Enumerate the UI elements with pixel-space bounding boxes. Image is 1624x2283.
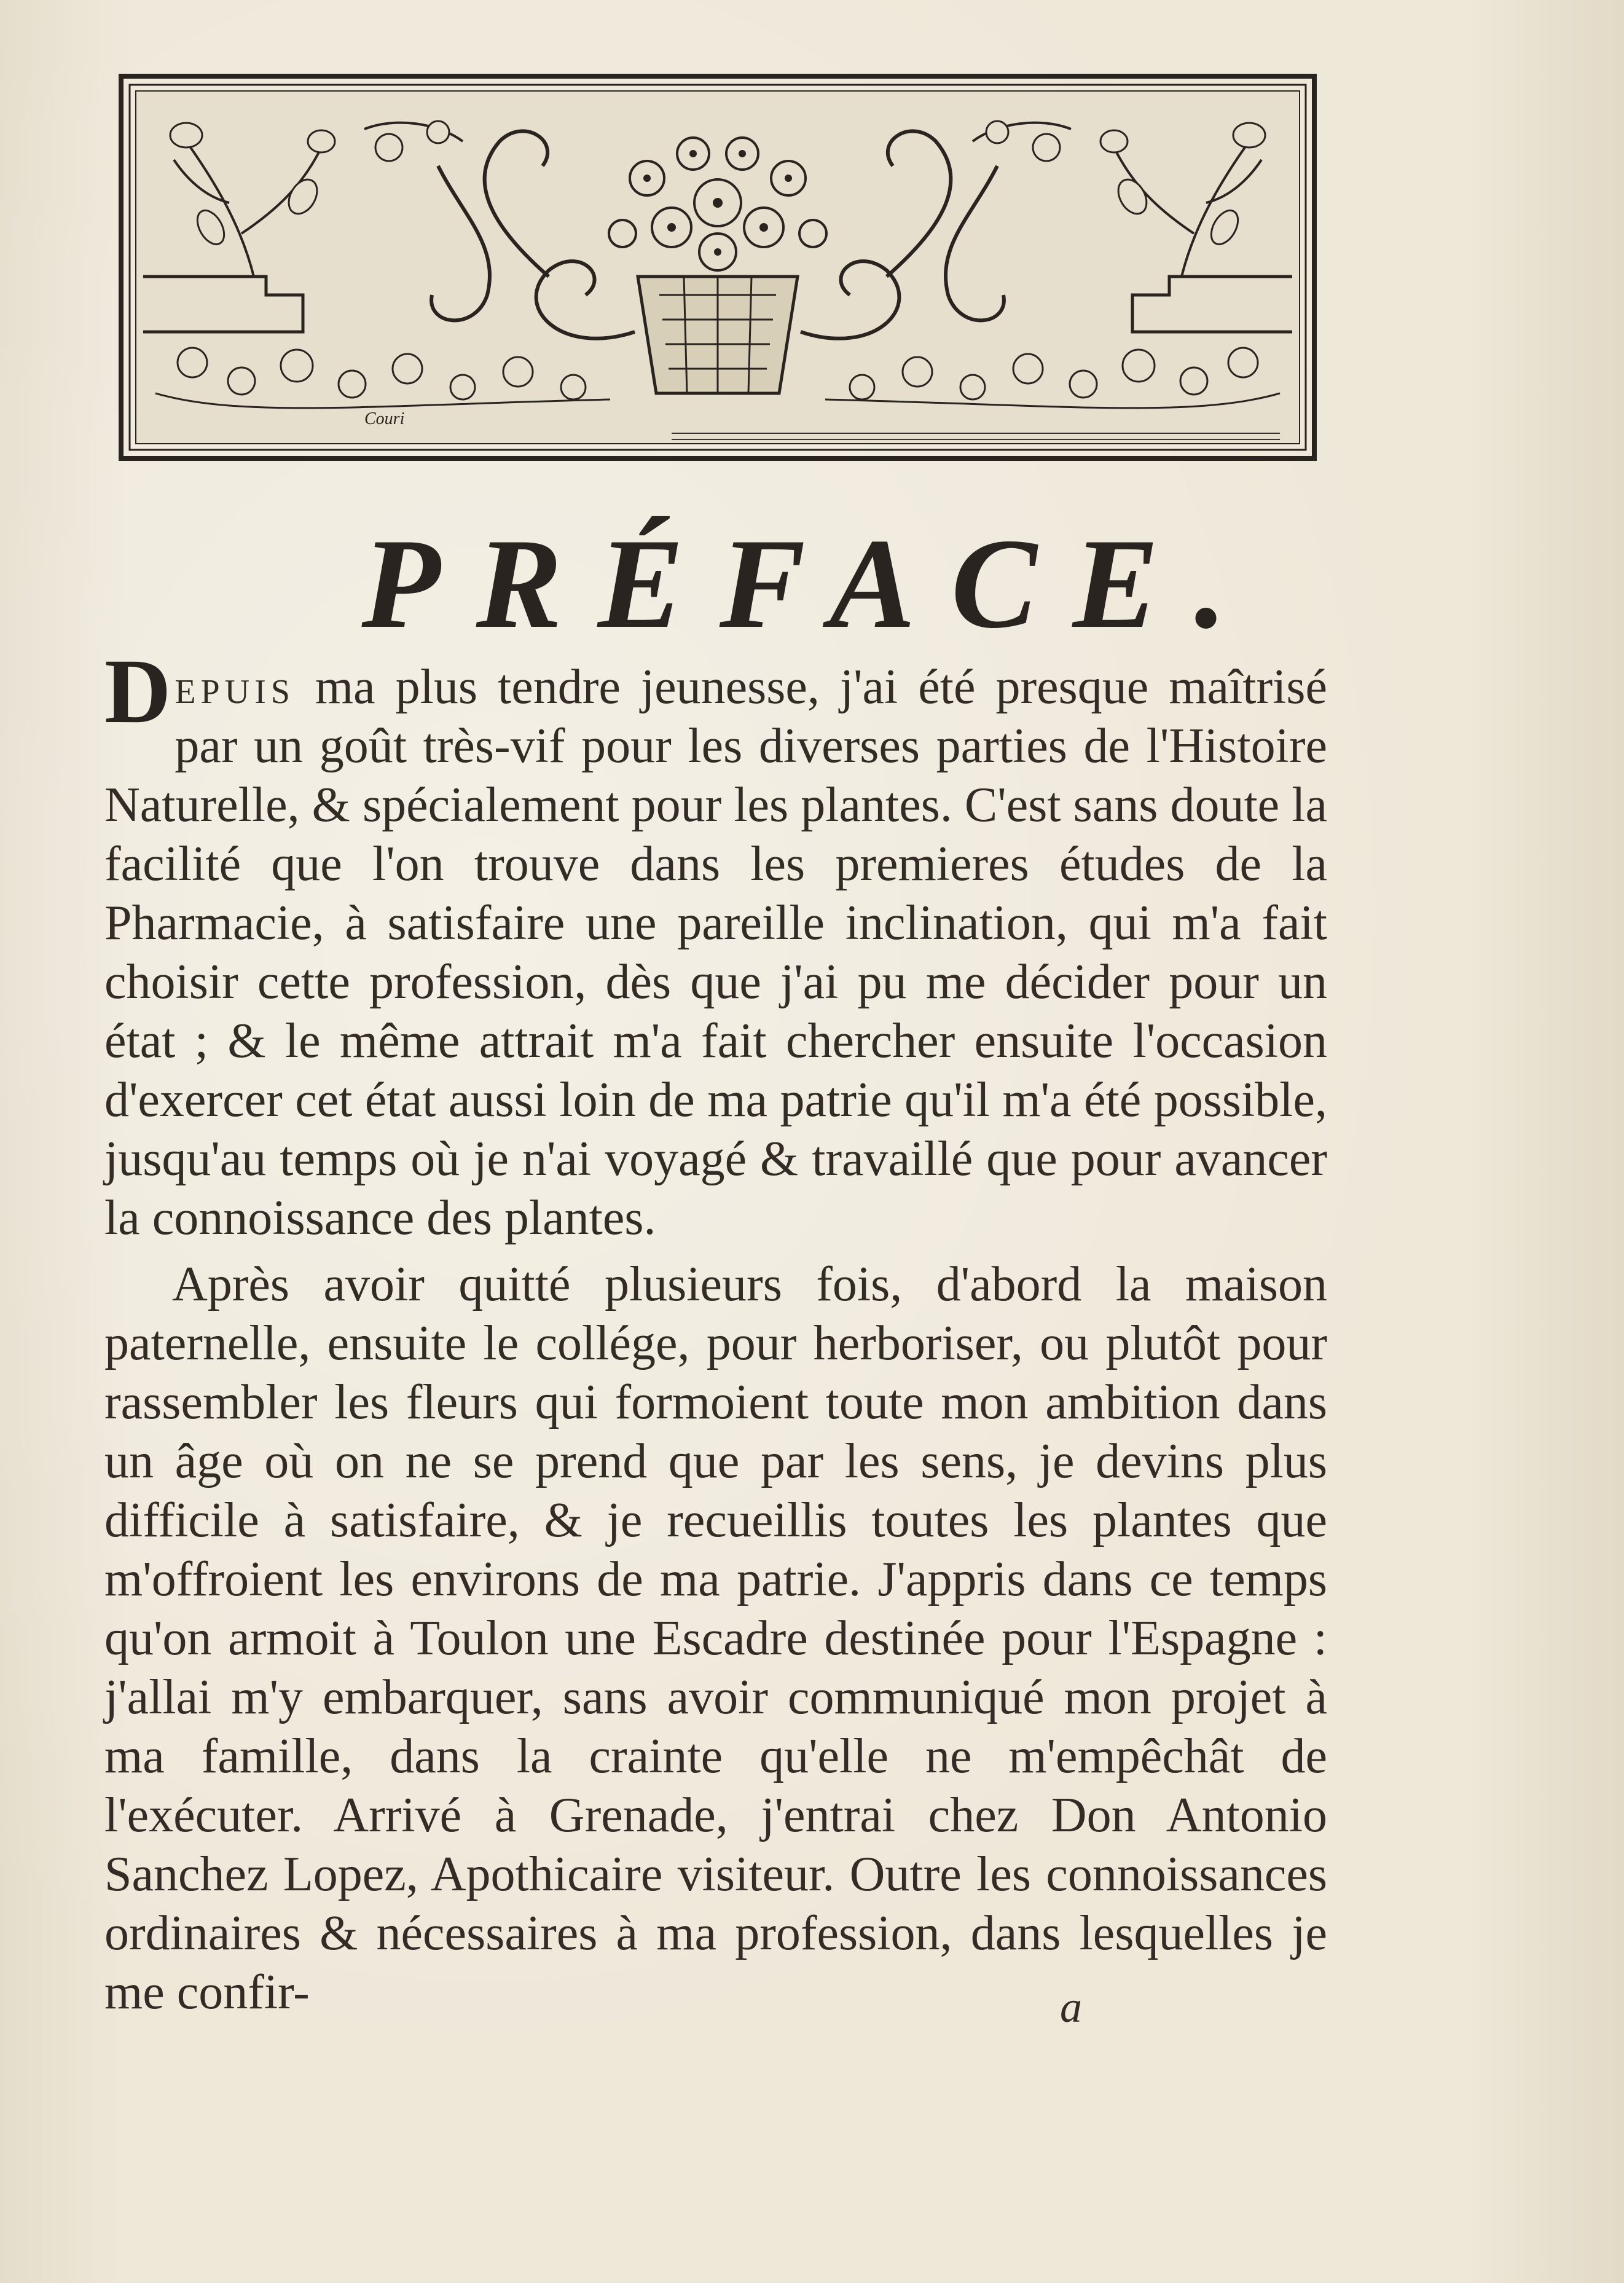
signature-mark: a: [1060, 1982, 1082, 2032]
body-text: [104, 640, 1327, 2022]
paragraph-2-text: Après avoir quitté plusieurs fois, d'abord la maison paternelle, ensuite le collége, pour herboriser, ou plutôt pour rassembler les fleurs qui formoient toute mon ambition dans un âge où on ne se prend que par les sens, je devins plus difficile à satisfaire, & je recueillis toutes les plantes que m'offroient les environs de ma patrie. J'appris dans ce temps qu'on armoit à Toulon une Escadre destinée pour l'Espagne : j'allai m'y embarquer, sans avoir communiqué mon projet à ma famille, dans la crainte qu'elle ne m'empêchât de l'exécuter. Arrivé à Grenade, j'entrai chez Don Antonio Sanchez Lopez, Apothicaire visiteur. Outre les connoissances ordinaires & nécessaires à ma profession, dans lesquelles je me confir-: [104, 1257, 1327, 2019]
engraver-signature: Couri: [364, 409, 405, 428]
paragraph-1: [104, 640, 1327, 1248]
opening-small-caps: epuis: [175, 660, 295, 714]
floral-basket-engraving: [119, 74, 1317, 461]
paragraph-1-text: ma plus tendre jeunesse, j'ai été presque maîtrisé par un goût très-vif pour les diverses parties de l'Histoire Naturelle, & spécialement pour les plantes. C'est sans doute la facilité que l'on trouve dans les premieres études de la Pharmacie, à satisfaire une pareille inclination, qui m'a fait choisir cette profession, dès que j'ai pu me décider pour un état ; & le même attrait m'a fait chercher ensuite l'occasion d'exercer cet état aussi loin de ma patrie qu'il m'a été possible, jusqu'au temps où je n'ai voyagé & travaillé que pour avancer la connoissance des plantes.: [104, 660, 1327, 1245]
ornamental-headpiece: [119, 74, 1317, 461]
drop-cap: D: [104, 640, 171, 742]
page-title: PRÉFACE.: [361, 513, 1263, 655]
paragraph-2: [104, 1255, 1327, 2022]
